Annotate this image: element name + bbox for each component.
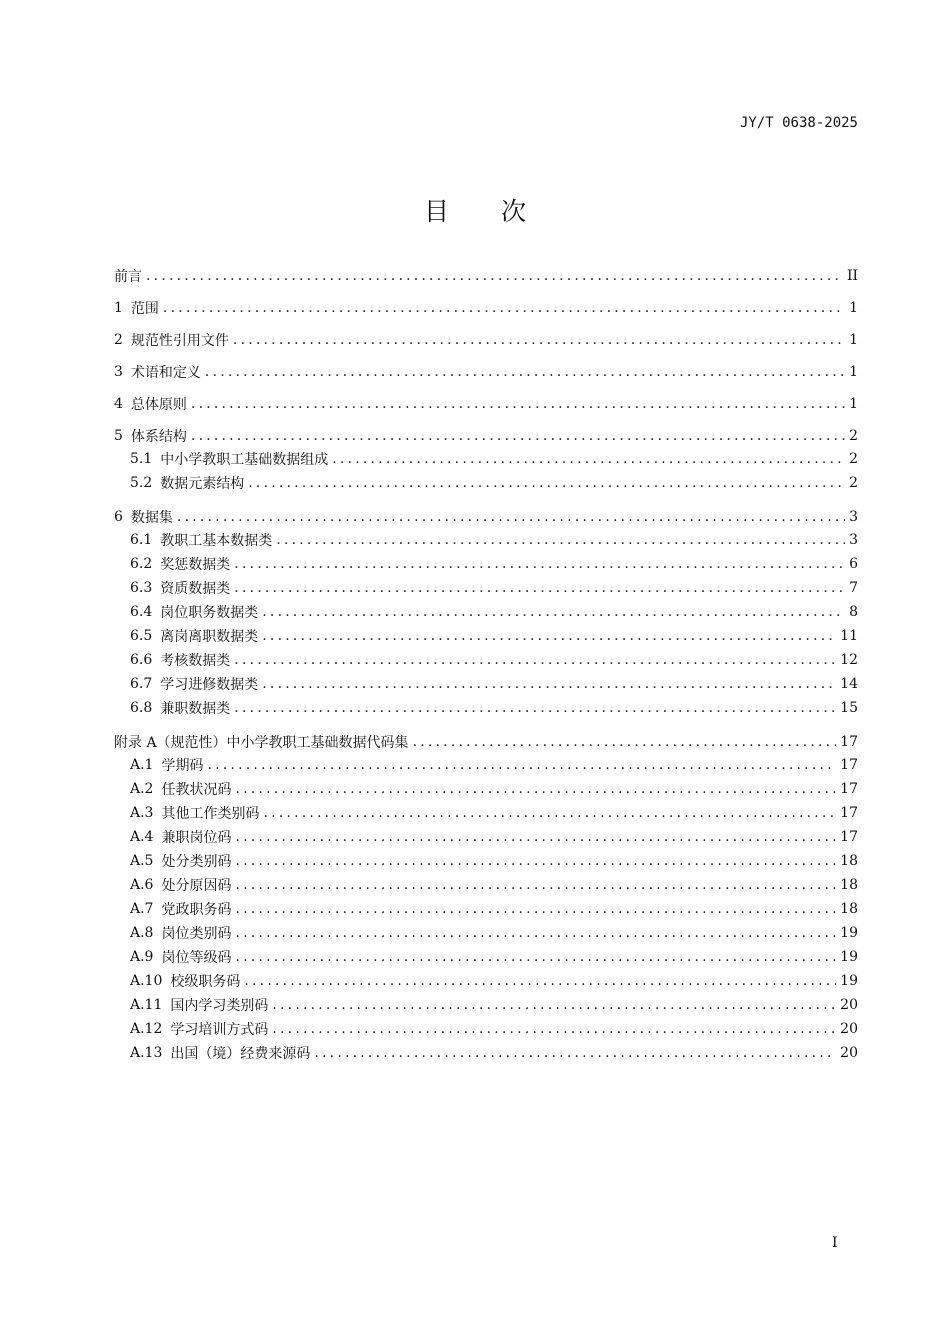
dot-leader bbox=[314, 1045, 836, 1061]
toc-entry-label: 考核数据类 bbox=[160, 653, 231, 669]
dot-leader bbox=[272, 1021, 836, 1037]
toc-entry-label: 奖惩数据类 bbox=[160, 557, 231, 573]
toc-entry-label: 岗位职务数据类 bbox=[160, 605, 259, 621]
dot-leader bbox=[191, 396, 845, 412]
toc-entry-number: A.13 bbox=[130, 1045, 163, 1061]
toc-entry[interactable] bbox=[114, 849, 858, 873]
dot-leader bbox=[233, 332, 845, 348]
toc-entry-page: 19 bbox=[840, 925, 858, 941]
toc-entry[interactable] bbox=[114, 969, 858, 993]
toc-entry-number: 6.6 bbox=[130, 652, 153, 668]
dot-leader bbox=[163, 300, 845, 316]
toc-entry-label: 数据元素结构 bbox=[160, 476, 245, 492]
toc-entry[interactable] bbox=[114, 552, 858, 576]
dot-leader bbox=[235, 901, 836, 917]
toc-entry-label: 岗位等级码 bbox=[161, 950, 232, 966]
toc-entry-page: 20 bbox=[840, 997, 858, 1013]
toc-entry-number: 5.2 bbox=[130, 475, 153, 491]
dot-leader bbox=[262, 628, 836, 644]
toc-entry[interactable] bbox=[114, 576, 858, 600]
toc-entry-number: A.4 bbox=[130, 829, 154, 845]
toc-entry-number: A.1 bbox=[130, 757, 154, 773]
toc-entry-page: 3 bbox=[849, 509, 858, 525]
toc-entry-page: 17 bbox=[840, 781, 858, 797]
toc-entry-page: 6 bbox=[849, 556, 858, 572]
toc-entry[interactable] bbox=[114, 897, 858, 921]
toc-entry[interactable] bbox=[114, 260, 858, 292]
toc-entry-label: 国内学习类别码 bbox=[170, 998, 269, 1014]
toc-entry-page: 2 bbox=[849, 428, 858, 444]
dot-leader bbox=[235, 781, 836, 797]
dot-leader bbox=[234, 700, 836, 716]
toc-entry-page: 17 bbox=[840, 805, 858, 821]
toc-entry-page: 7 bbox=[849, 580, 858, 596]
toc-entry-number: 5.1 bbox=[130, 451, 153, 467]
toc-entry-page: 15 bbox=[840, 700, 858, 716]
toc-entry-number: 4 bbox=[114, 396, 123, 412]
toc-entry-number: A.9 bbox=[130, 949, 154, 965]
toc-entry[interactable] bbox=[114, 324, 858, 356]
toc-entry-page: 3 bbox=[849, 532, 858, 548]
dot-leader bbox=[235, 829, 836, 845]
table-of-contents bbox=[114, 260, 858, 1065]
toc-entry-number: A.11 bbox=[130, 997, 163, 1013]
toc-entry-page: 20 bbox=[840, 1021, 858, 1037]
toc-entry-number: 6.1 bbox=[130, 532, 153, 548]
toc-entry[interactable] bbox=[114, 801, 858, 825]
dot-leader bbox=[235, 853, 836, 869]
toc-entry[interactable] bbox=[114, 292, 858, 324]
toc-entry[interactable] bbox=[114, 600, 858, 624]
dot-leader bbox=[276, 532, 845, 548]
toc-entry-page: 11 bbox=[840, 628, 858, 644]
toc-entry-number: A.6 bbox=[130, 877, 154, 893]
dot-leader bbox=[234, 580, 845, 596]
toc-entry-number: 6.7 bbox=[130, 676, 153, 692]
toc-entry-label: 中小学教职工基础数据组成 bbox=[160, 452, 329, 468]
toc-entry-number: 2 bbox=[114, 332, 123, 348]
toc-entry[interactable] bbox=[114, 648, 858, 672]
dot-leader bbox=[234, 652, 836, 668]
standard-number: JY/T 0638-2025 bbox=[739, 115, 858, 131]
toc-entry-page: 20 bbox=[840, 1045, 858, 1061]
toc-entry-page: 1 bbox=[849, 300, 858, 316]
toc-entry-label: 规范性引用文件 bbox=[130, 333, 229, 349]
dot-leader bbox=[205, 364, 845, 380]
toc-entry[interactable] bbox=[114, 388, 858, 420]
toc-entry-number: A.8 bbox=[130, 925, 154, 941]
toc-entry-number: A.3 bbox=[130, 805, 154, 821]
toc-entry-label: 处分类别码 bbox=[161, 854, 232, 870]
toc-entry[interactable] bbox=[114, 945, 858, 969]
toc-entry-label: 任教状况码 bbox=[161, 782, 232, 798]
toc-entry-label: 总体原则 bbox=[130, 397, 187, 413]
dot-leader bbox=[235, 877, 836, 893]
toc-entry-number: 1 bbox=[114, 300, 123, 316]
toc-entry-label: 附录 A（规范性）中小学教职工基础数据代码集 bbox=[114, 735, 409, 751]
toc-entry[interactable] bbox=[114, 624, 858, 648]
toc-entry-page: 1 bbox=[849, 332, 858, 348]
toc-entry-label: 数据集 bbox=[130, 510, 173, 526]
toc-entry[interactable] bbox=[114, 993, 858, 1017]
toc-entry-label: 出国（境）经费来源码 bbox=[170, 1046, 311, 1062]
dot-leader bbox=[272, 997, 836, 1013]
toc-entry[interactable] bbox=[114, 1017, 858, 1041]
toc-entry[interactable] bbox=[114, 753, 858, 777]
toc-entry-number: 6.8 bbox=[130, 700, 153, 716]
dot-leader bbox=[263, 805, 836, 821]
dot-leader bbox=[177, 509, 845, 525]
toc-entry[interactable] bbox=[114, 672, 858, 696]
toc-entry-number: A.7 bbox=[130, 901, 154, 917]
dot-leader bbox=[244, 973, 836, 989]
toc-entry[interactable] bbox=[114, 825, 858, 849]
toc-entry-number: A.2 bbox=[130, 781, 154, 797]
toc-entry[interactable] bbox=[114, 696, 858, 720]
dot-leader bbox=[332, 451, 845, 467]
toc-entry-label: 学习培训方式码 bbox=[170, 1022, 269, 1038]
dot-leader bbox=[262, 676, 836, 692]
toc-entry-page: 18 bbox=[840, 853, 858, 869]
toc-entry-label: 兼职岗位码 bbox=[161, 830, 232, 846]
toc-entry-page: 8 bbox=[849, 604, 858, 620]
toc-entry-page: 17 bbox=[840, 757, 858, 773]
toc-entry-number: 6 bbox=[114, 509, 123, 525]
toc-entry-number: A.12 bbox=[130, 1021, 163, 1037]
toc-entry-page: 1 bbox=[849, 364, 858, 380]
dot-leader bbox=[413, 734, 837, 750]
toc-entry-number: 5 bbox=[114, 428, 123, 444]
toc-entry-label: 学期码 bbox=[161, 758, 204, 774]
toc-entry-label: 校级职务码 bbox=[170, 974, 241, 990]
toc-entry-label: 范围 bbox=[130, 301, 159, 317]
toc-entry-label: 党政职务码 bbox=[161, 902, 232, 918]
toc-entry-page: 2 bbox=[849, 475, 858, 491]
toc-entry-page: 18 bbox=[840, 877, 858, 893]
toc-entry-label: 处分原因码 bbox=[161, 878, 232, 894]
toc-entry-page: 12 bbox=[840, 652, 858, 668]
toc-entry-page: 2 bbox=[849, 451, 858, 467]
toc-entry-label: 离岗离职数据类 bbox=[160, 629, 259, 645]
toc-entry-page: 14 bbox=[840, 676, 858, 692]
toc-entry-label: 教职工基本数据类 bbox=[160, 533, 273, 549]
dot-leader bbox=[234, 556, 845, 572]
toc-entry-page: 17 bbox=[840, 829, 858, 845]
toc-entry-number: 6.3 bbox=[130, 580, 153, 596]
toc-entry-page: 18 bbox=[840, 901, 858, 917]
toc-entry[interactable] bbox=[114, 777, 858, 801]
toc-entry-label: 其他工作类别码 bbox=[161, 806, 260, 822]
toc-entry-label: 资质数据类 bbox=[160, 581, 231, 597]
toc-entry-label: 学习进修数据类 bbox=[160, 677, 259, 693]
toc-entry[interactable] bbox=[114, 356, 858, 388]
dot-leader bbox=[235, 925, 836, 941]
dot-leader bbox=[146, 268, 843, 284]
toc-entry-number: 6.4 bbox=[130, 604, 153, 620]
toc-entry[interactable] bbox=[114, 873, 858, 897]
page-number: I bbox=[832, 1235, 838, 1251]
page-title: 目次 bbox=[423, 197, 578, 226]
toc-entry-number: 6.2 bbox=[130, 556, 153, 572]
dot-leader bbox=[235, 949, 836, 965]
dot-leader bbox=[191, 428, 845, 444]
toc-entry-label: 术语和定义 bbox=[130, 365, 201, 381]
toc-entry-number: 3 bbox=[114, 364, 123, 380]
toc-entry[interactable] bbox=[114, 921, 858, 945]
toc-entry[interactable] bbox=[114, 1041, 858, 1065]
toc-entry[interactable] bbox=[114, 528, 858, 552]
toc-entry-label: 岗位类别码 bbox=[161, 926, 232, 942]
toc-entry-number: 6.5 bbox=[130, 628, 153, 644]
toc-entry-label: 体系结构 bbox=[130, 429, 187, 445]
toc-entry-label: 兼职数据类 bbox=[160, 701, 231, 717]
toc-entry-page: 19 bbox=[840, 973, 858, 989]
toc-entry-page: 1 bbox=[849, 396, 858, 412]
dot-leader bbox=[207, 757, 836, 773]
toc-entry[interactable] bbox=[114, 447, 858, 471]
dot-leader bbox=[262, 604, 845, 620]
dot-leader bbox=[248, 475, 845, 491]
toc-entry[interactable] bbox=[114, 471, 858, 495]
toc-entry-number: A.5 bbox=[130, 853, 154, 869]
toc-entry-label: 前言 bbox=[114, 269, 142, 285]
toc-entry-page: 19 bbox=[840, 949, 858, 965]
toc-entry-page: II bbox=[846, 268, 858, 284]
toc-entry-number: A.10 bbox=[130, 973, 163, 989]
toc-entry-page: 17 bbox=[840, 734, 858, 750]
